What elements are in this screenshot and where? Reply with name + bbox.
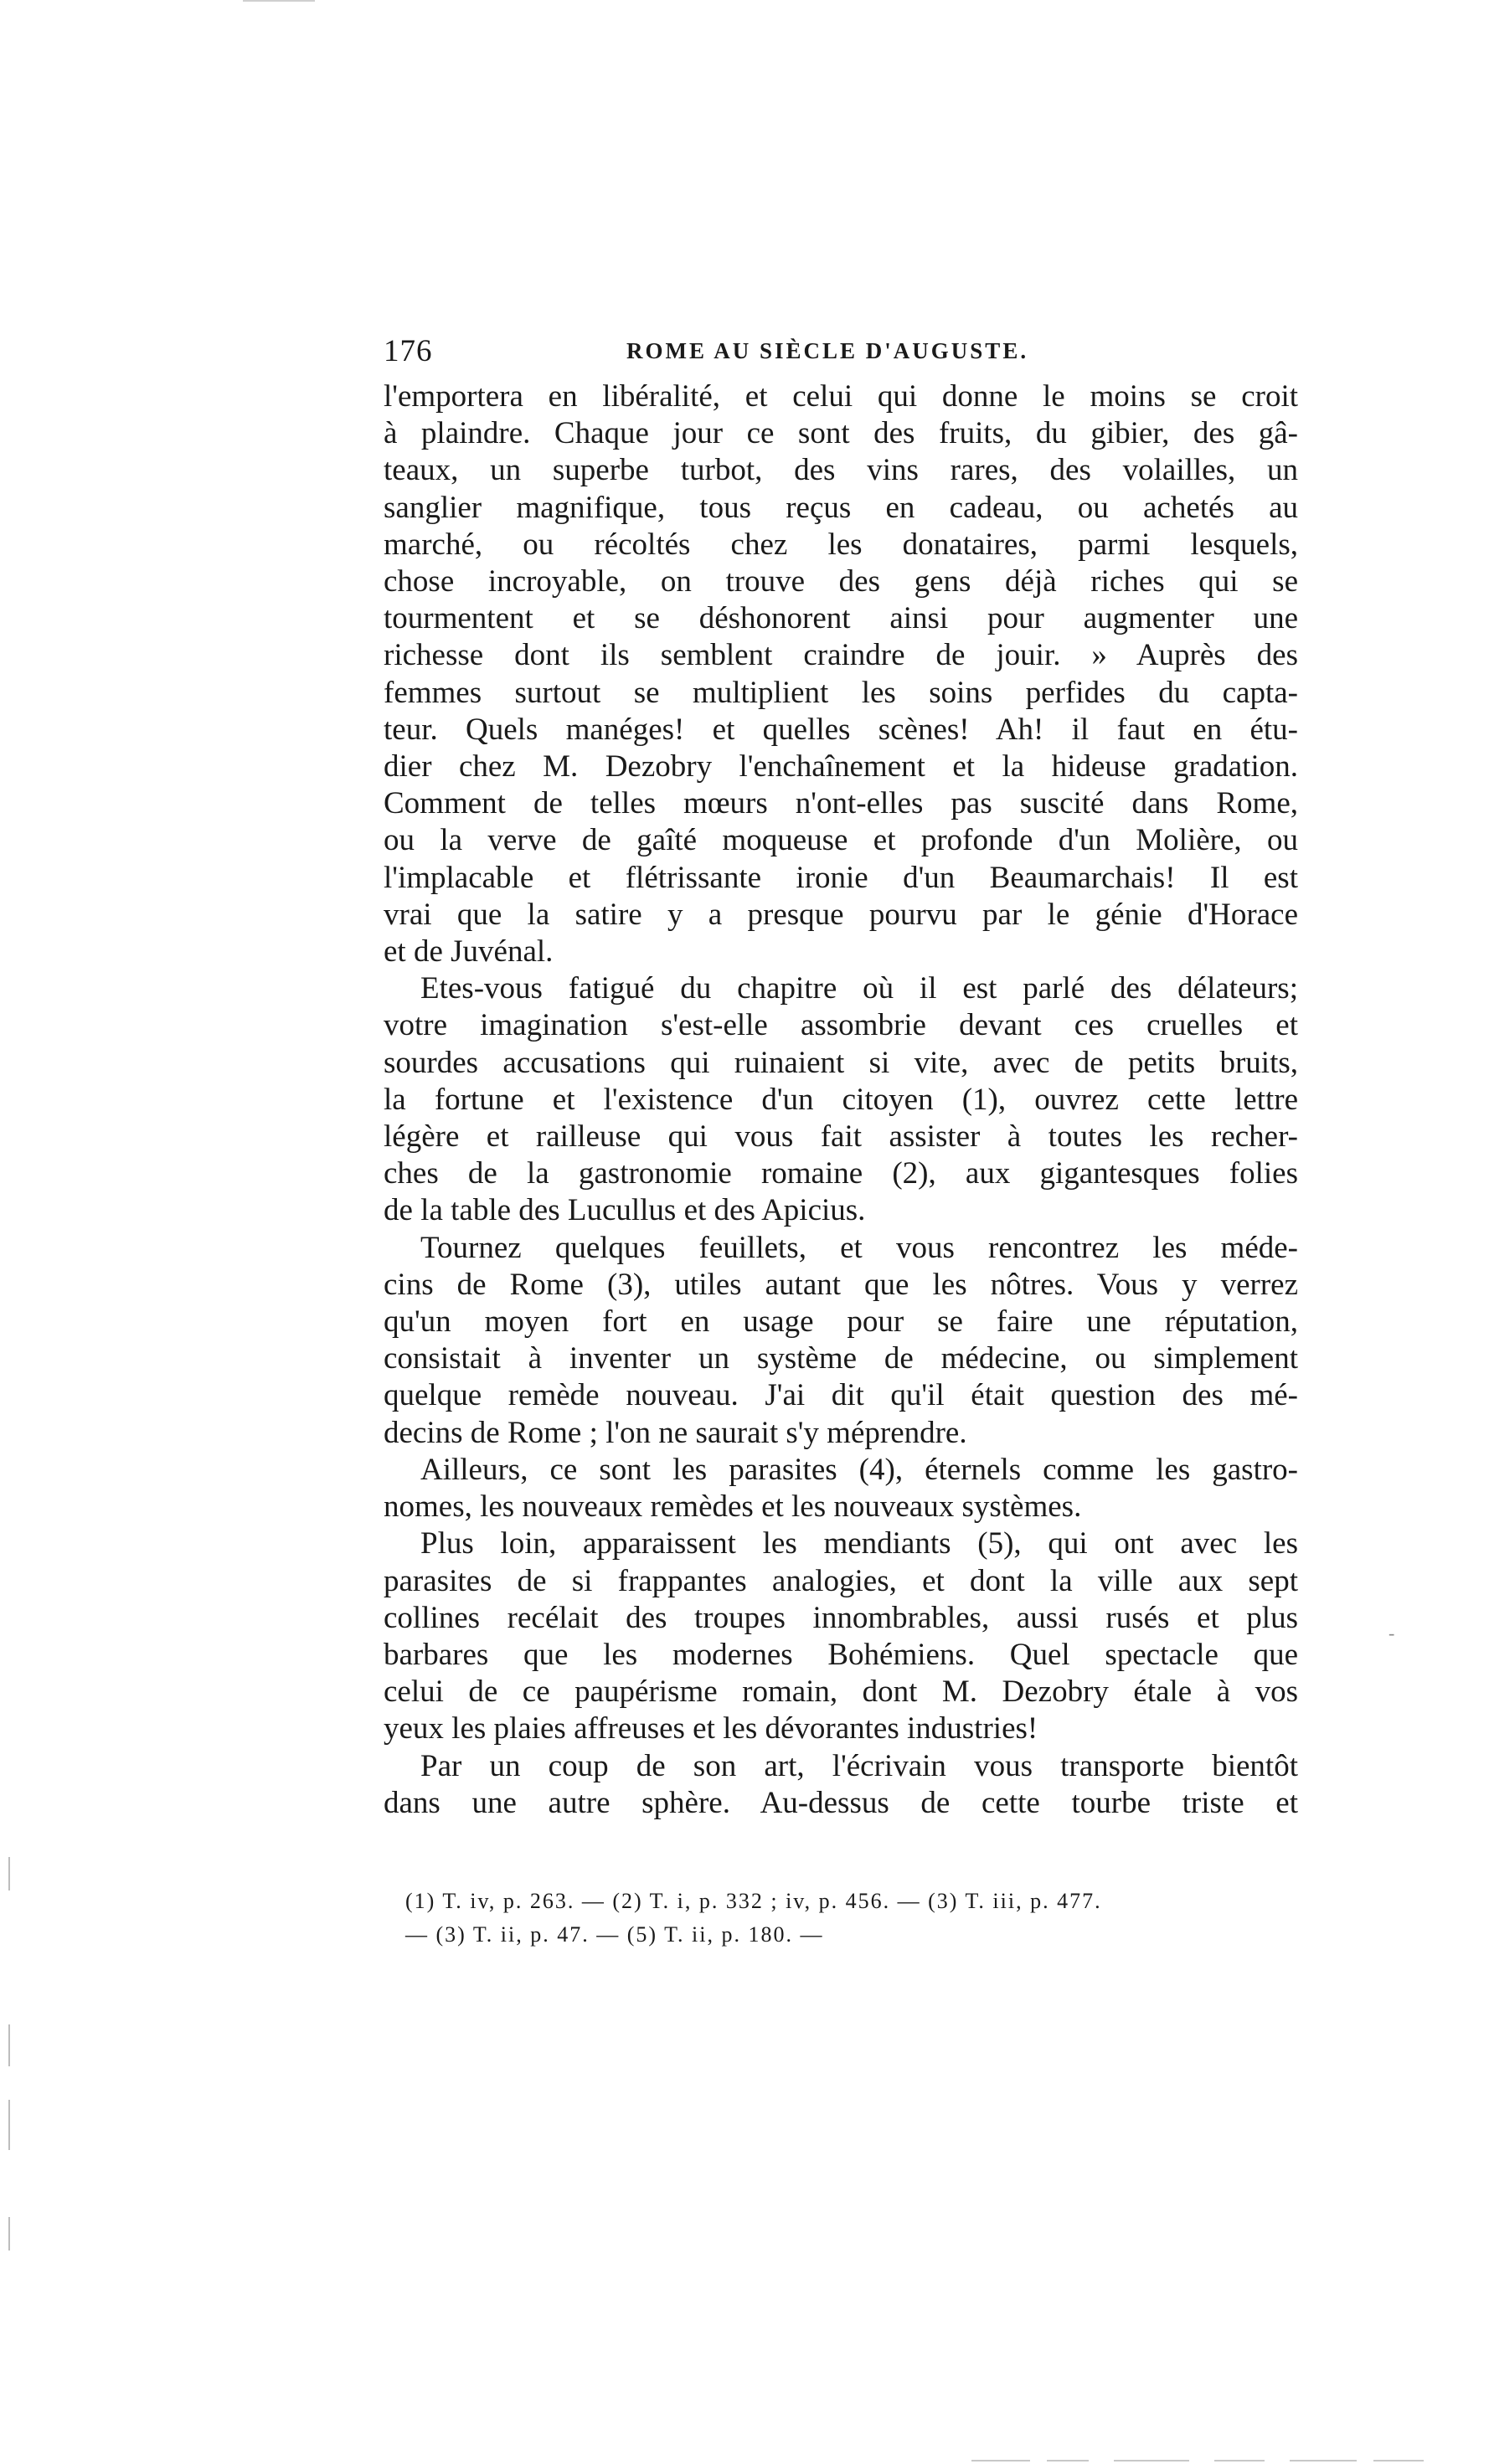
margin-tick: - <box>1389 1623 1395 1644</box>
text-line: Etes-vous fatigué du chapitre où il est parlé des délateurs; <box>420 971 1298 1006</box>
scan-margin-mark <box>8 2217 10 2251</box>
scan-margin-mark <box>8 2024 10 2066</box>
text-line: sourdes accusations qui ruinaient si vite, avec de petits bruits, <box>384 1045 1298 1080</box>
scan-margin-mark <box>8 2100 10 2150</box>
text-line: yeux les plaies affreuses et les dévorantes industries! <box>384 1711 1038 1746</box>
text-line: barbares que les modernes Bohémiens. Quel spectacle que <box>384 1637 1298 1672</box>
page-header <box>384 333 1298 375</box>
footnote-line: — (3) T. ii, p. 47. — (5) T. ii, p. 180. — <box>405 1922 824 1947</box>
text-line: Ailleurs, ce sont les parasites (4), éternels comme les gastro- <box>420 1452 1298 1487</box>
scan-bottom-rule <box>1114 2460 1189 2461</box>
text-line: qu'un moyen fort en usage pour se faire une réputation, <box>384 1304 1298 1340</box>
text-line: teur. Quels manéges! et quelles scènes! Ah! il faut en étu- <box>384 712 1298 747</box>
text-line: parasites de si frappantes analogies, et dont la ville aux sept <box>384 1563 1298 1598</box>
text-line: l'emportera en libéralité, et celui qui donne le moins se croit <box>384 379 1298 414</box>
top-edge-rule <box>243 0 315 2</box>
page-number: 176 <box>384 334 433 368</box>
body-text <box>384 378 1298 1822</box>
footnote-line: (1) T. iv, p. 263. — (2) T. i, p. 332 ; iv, p. 456. — (3) T. iii, p. 477. <box>405 1889 1102 1913</box>
text-line: tourmentent et se déshonorent ainsi pour augmenter une <box>384 601 1298 636</box>
text-line: légère et railleuse qui vous fait assister à toutes les recher- <box>384 1119 1298 1155</box>
text-line: de la table des Lucullus et des Apicius. <box>384 1193 866 1228</box>
footnotes <box>405 1885 1298 1952</box>
scan-margin-mark <box>8 1857 10 1890</box>
text-line: sanglier magnifique, tous reçus en cadeau, ou achetés au <box>384 490 1298 525</box>
text-line: collines recélait des troupes innombrables, aussi rusés et plus <box>384 1600 1298 1635</box>
text-line: celui de ce paupérisme romain, dont M. Dezobry étale à vos <box>384 1674 1298 1710</box>
text-line: richesse dont ils semblent craindre de jouir. » Auprès des <box>384 638 1298 673</box>
scan-bottom-rule <box>971 2460 1030 2461</box>
text-line: nomes, les nouveaux remèdes et les nouveaux systèmes. <box>384 1489 1082 1525</box>
text-line: Plus loin, apparaissent les mendiants (5), qui ont avec les <box>420 1526 1298 1561</box>
text-line: à plaindre. Chaque jour ce sont des fruits, du gibier, des gâ- <box>384 416 1298 451</box>
text-line: chose incroyable, on trouve des gens déjà riches qui se <box>384 564 1298 599</box>
text-line: marché, ou récoltés chez les donataires, parmi lesquels, <box>384 527 1298 562</box>
text-line: et de Juvénal. <box>384 934 554 970</box>
text-line: cins de Rome (3), utiles autant que les nôtres. Vous y verrez <box>384 1267 1298 1302</box>
text-line: ou la verve de gaîté moqueuse et profonde d'un Molière, ou <box>384 823 1298 858</box>
text-line: teaux, un superbe turbot, des vins rares, des volailles, un <box>384 453 1298 488</box>
text-line: Par un coup de son art, l'écrivain vous transporte bientôt <box>420 1748 1298 1783</box>
text-line: la fortune et l'existence d'un citoyen (1), ouvrez cette lettre <box>384 1082 1298 1117</box>
text-line: Tournez quelques feuillets, et vous rencontrez les méde- <box>420 1230 1298 1265</box>
text-line: l'implacable et flétrissante ironie d'un Beaumarchais! Il est <box>384 860 1298 895</box>
scan-bottom-rule <box>1373 2460 1424 2461</box>
text-line: vrai que la satire y a presque pourvu par le génie d'Horace <box>384 897 1298 932</box>
text-line: Comment de telles mœurs n'ont-elles pas suscité dans Rome, <box>384 786 1298 821</box>
running-title: ROME AU SIÈCLE D'AUGUSTE. <box>626 338 1029 363</box>
scan-bottom-rule <box>1047 2460 1089 2461</box>
scan-bottom-rule <box>1290 2460 1357 2461</box>
text-line: dier chez M. Dezobry l'enchaînement et la hideuse gradation. <box>384 749 1298 784</box>
text-line: votre imagination s'est-elle assombrie devant ces cruelles et <box>384 1008 1298 1043</box>
text-line: femmes surtout se multiplient les soins perfides du capta- <box>384 675 1298 710</box>
text-line: ches de la gastronomie romaine (2), aux gigantesques folies <box>384 1156 1298 1191</box>
scan-bottom-rule <box>1214 2460 1265 2461</box>
text-line: decins de Rome ; l'on ne saurait s'y méprendre. <box>384 1415 967 1450</box>
text-line: quelque remède nouveau. J'ai dit qu'il était question des mé- <box>384 1378 1298 1413</box>
text-line: dans une autre sphère. Au-dessus de cette tourbe triste et <box>384 1785 1298 1820</box>
text-line: consistait à inventer un système de médecine, ou simplement <box>384 1341 1298 1376</box>
